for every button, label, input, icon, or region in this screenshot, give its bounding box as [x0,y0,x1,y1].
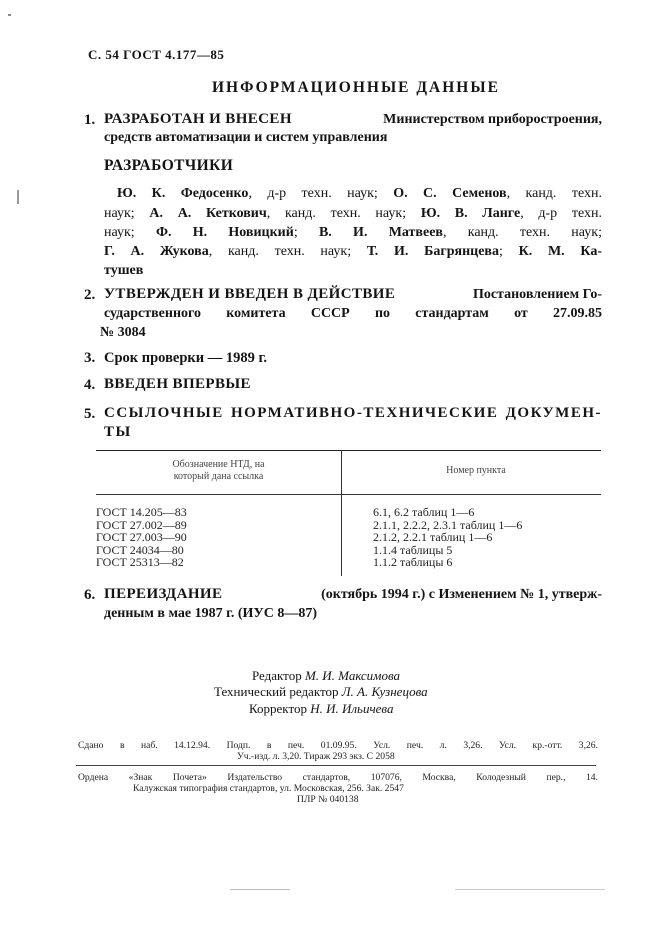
table-cell-doc: ГОСТ 24034—80 [96,542,184,557]
table-cell-clause: 6.1, 6.2 таблиц 1—6 [373,505,475,519]
developers-line-4: Г. А. Жукова, канд. техн. наук; Т. И. Багрянцева; К. М. Ка- [104,244,603,259]
tech-editor-role: Технический редактор [214,684,339,699]
section-6-number: 6. [84,587,96,603]
section-2-number: 2. [84,287,96,303]
proofreader-name: Н. И. Ильичева [310,701,394,716]
imprint-rule [76,765,596,766]
section-4-heading: ВВЕДЕН ВПЕРВЫЕ [104,376,251,392]
section-1-heading: РАЗРАБОТАН И ВНЕСЕН [104,111,292,127]
developer-name: Ф. Н. Новицкий [155,225,294,240]
table-cell-clause: 1.1.2 таблицы 6 [373,555,453,570]
section-5-heading-line2: ТЫ [104,424,132,440]
table-row [96,506,187,569]
reference-table [96,450,601,576]
table-top-rule [96,450,601,451]
table-header-rule [96,494,601,495]
table-cell-doc: ГОСТ 27.002—89 [96,517,187,532]
section-3-number: 3. [84,350,96,366]
section-6-body-line2: денным в мае 1987 г. (ИУС 8—87) [104,606,317,621]
scan-speck [17,190,19,204]
document-title: ИНФОРМАЦИОННЫЕ ДАННЫЕ [212,79,500,96]
section-2-body-line3: № 3084 [100,325,146,340]
table-cell-clause: 2.1.1, 2.2.2, 2.3.1 таблиц 1—6 [373,517,523,532]
section-1-body-line2: средств автоматизации и систем управления [104,130,388,145]
proofreader-line [249,701,393,717]
table-header-doc-line1: Обозначение НТД, на [172,459,265,470]
developers-line-5: тушев [104,263,144,278]
section-1-number: 1. [84,112,96,128]
developer-name: Т. И. Багрянцева [366,244,499,259]
developer-name: А. А. Кеткович [149,206,267,221]
developers-line-3: наук; Ф. Н. Новицкий; В. И. Матвеев, канд. техн. наук; [104,225,602,240]
tech-editor-name: Л. А. Кузнецова [341,684,428,699]
imprint-line2: Уч.-изд. л. 3,20. Тираж 293 экз. С 2058 [237,751,395,762]
section-5-heading-line1: ССЫЛОЧНЫЕ НОРМАТИВНО-ТЕХНИЧЕСКИЕ ДОКУМЕН- [104,405,602,421]
section-6-heading: ПЕРЕИЗДАНИЕ [104,586,223,602]
table-header-doc-line2: который дана ссылка [173,471,264,482]
section-3-text: Срок проверки — 1989 г. [104,350,268,366]
section-6-line1 [104,586,602,603]
developer-name: Ю. К. Федосенко [117,186,249,201]
developers-heading: РАЗРАБОТЧИКИ [104,157,234,174]
scan-speck [230,889,290,890]
developers-line-1: Ю. К. Федосенко, д-р техн. наук; О. С. Семенов, канд. техн. [117,186,602,201]
table-cell-clause: 1.1.4 таблицы 5 [373,542,453,557]
section-5-number: 5. [84,406,96,422]
developer-degree: канд. техн. наук [227,244,348,259]
page-header: С. 54 ГОСТ 4.177—85 [88,47,225,62]
imprint-line3: Ордена «Знак Почета» Издательство стандартов, 107076, Москва, Колодезный пер., 14. [78,772,598,783]
table-cell-clause: 2.1.2, 2.2.1 таблиц 1—6 [373,530,493,545]
table-row [373,506,522,569]
table-header-doc [106,459,331,483]
editor-line [252,668,400,684]
section-2-heading: УТВЕРЖДЕН И ВВЕДЕН В ДЕЙСТВИЕ [104,286,396,302]
developer-name: Г. А. Жукова [104,244,209,259]
section-2-body-line1: Постановлением Го- [472,287,602,302]
developer-name: В. И. Матвеев [318,225,443,240]
table-column-divider [341,450,342,576]
developer-name: О. С. Семенов [393,186,507,201]
section-6-body-line1: (октябрь 1994 г.) с Изменением № 1, утверж- [321,587,602,602]
section-4-number: 4. [84,377,96,393]
table-header-clause: Номер пункта [446,465,506,476]
section-2-body-line2: сударственного комитета СССР по стандартам от 27.09.85 [104,306,602,321]
section-2-line1 [104,286,602,303]
scan-speck [455,889,605,890]
proofreader-role: Корректор [249,701,307,716]
editor-role: Редактор [252,668,302,683]
editor-name: М. И. Максимова [304,668,401,683]
developer-degree: д-р техн. наук [267,186,374,201]
table-cell-doc: ГОСТ 25313—82 [96,555,184,570]
section-1-line1 [104,111,602,128]
imprint-line4: Калужская типография стандартов, ул. Московская, 256. Зак. 2547 [133,783,404,794]
tech-editor-line [214,684,428,700]
imprint-line5: ПЛР № 040138 [297,794,359,805]
developers-line-2: наук; А. А. Кеткович, канд. техн. наук; Ю. В. Ланге, д-р техн. [104,206,602,221]
table-cell-doc: ГОСТ 27.003—90 [96,530,187,545]
developer-degree: канд. техн. наук [284,206,403,221]
section-1-body-line1: Министерством приборостроения, [383,112,602,127]
developer-name: Ю. В. Ланге [420,206,521,221]
imprint-line1: Сдано в наб. 14.12.94. Подп. в печ. 01.09.95. Усл. печ. л. 3,26. Усл. кр.-отт. 3,26. [78,740,598,751]
table-cell-doc: ГОСТ 14.205—83 [96,505,187,519]
scan-speck [8,14,11,16]
